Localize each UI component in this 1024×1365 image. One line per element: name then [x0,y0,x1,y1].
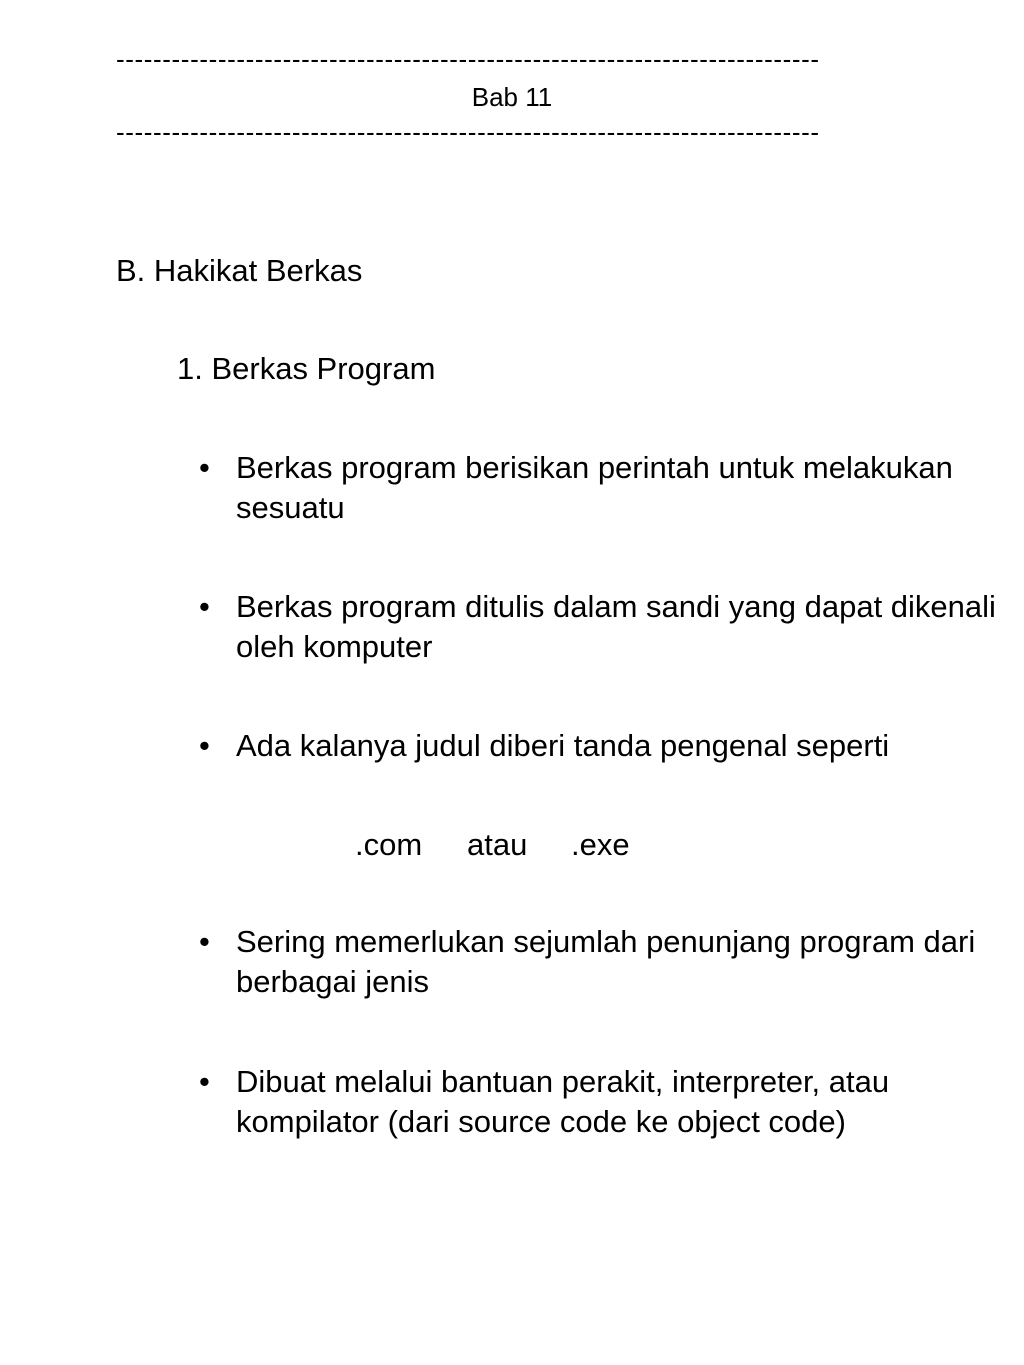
bullet-dot: • [199,589,210,624]
extension-com: .com [355,827,423,862]
bullet-dot: • [199,450,210,485]
bullet-text: Berkas program berisikan perintah untuk melakukan sesuatu [236,450,953,525]
header-bottom-rule: ---------------------------------------------------------------------------- [116,117,820,147]
bullet-dot: • [199,728,210,763]
header-top-rule: ---------------------------------------------------------------------------- [116,44,820,74]
bullet-dot: • [199,924,210,959]
bullet-text: Berkas program ditulis dalam sandi yang dapat dikenali oleh komputer [236,589,996,664]
bullet-text: Ada kalanya judul diberi tanda pengenal seperti [236,728,890,763]
subsection-heading: 1. Berkas Program [177,351,436,386]
bullet-dot: • [199,1064,210,1099]
chapter-label: Bab 11 [471,82,553,112]
extension-exe: .exe [571,827,630,862]
bullet-text: Sering memerlukan sejumlah penunjang program dari berbagai jenis [236,924,976,999]
extension-connector: atau [467,827,528,862]
section-heading: B. Hakikat Berkas [116,253,363,288]
bullet-text: Dibuat melalui bantuan perakit, interpreter, atau kompilator (dari source code ke object code) [236,1064,890,1139]
